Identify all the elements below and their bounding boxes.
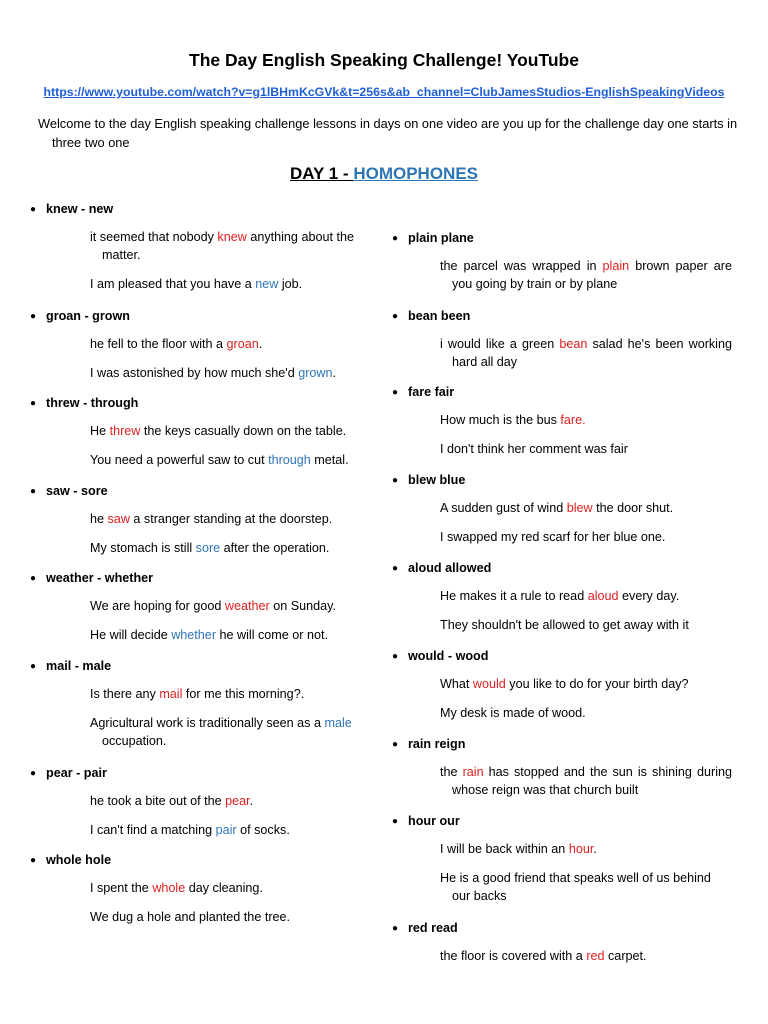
- homophone-pair: [392, 306, 732, 371]
- homophone-pair: [30, 306, 370, 382]
- sentence-text: We dug a hole and planted the tree.: [90, 910, 291, 924]
- example-sentence: [30, 451, 370, 469]
- highlighted-word: knew: [217, 230, 247, 244]
- highlighted-word: threw: [109, 424, 141, 438]
- example-sentence-text: [440, 411, 732, 429]
- homophone-pair: [30, 656, 370, 750]
- homophone-pair-heading: [30, 306, 370, 326]
- example-sentence-text: [90, 597, 370, 615]
- highlighted-word: red: [586, 949, 605, 963]
- sentence-text: .: [249, 794, 254, 808]
- homophone-pair-label: bean been: [408, 309, 471, 323]
- bullet-dot-icon: ●: [392, 816, 399, 827]
- intro-paragraph: Welcome to the day English speaking challenge lessons in days on one video are you up for the challenge day one starts in three two one: [38, 116, 738, 150]
- sentence-text: You need a powerful saw to cut: [90, 453, 269, 467]
- example-sentence-text: [440, 499, 732, 517]
- sentence-text: he will come or not.: [216, 628, 329, 642]
- highlighted-word: grown: [298, 366, 333, 380]
- sentence-text: He: [90, 424, 110, 438]
- highlighted-word: saw: [107, 512, 130, 526]
- sentence-text: I will be back within an: [440, 842, 569, 856]
- example-sentence-text: [90, 908, 370, 926]
- example-sentence: [30, 364, 370, 382]
- homophone-pair-label: plain plane: [408, 231, 474, 245]
- sentence-text: for me this morning?.: [182, 687, 305, 701]
- sentence-text: it seemed that nobody: [90, 230, 218, 244]
- highlighted-word: fare.: [560, 413, 586, 427]
- example-sentence-text: [90, 685, 370, 703]
- sentence-text: i would like a green: [440, 337, 560, 351]
- example-sentence: [30, 714, 370, 750]
- highlighted-word: through: [268, 453, 311, 467]
- highlighted-word: plain: [602, 259, 630, 273]
- highlighted-word: mail: [159, 687, 183, 701]
- example-sentence: [30, 626, 370, 644]
- homophone-pair: [30, 850, 370, 926]
- homophone-pair-heading: [30, 481, 370, 501]
- sentence-text: anything about the matter.: [102, 230, 354, 262]
- example-sentence: [30, 597, 370, 615]
- bullet-dot-icon: ●: [392, 923, 399, 934]
- day-heading: [0, 164, 768, 184]
- sentence-text: every day.: [618, 589, 680, 603]
- sentence-text: you like to do for your birth day?: [505, 677, 689, 691]
- youtube-link[interactable]: https://www.youtube.com/watch?v=g1lBHmKcGVk&t=256s&ab_channel=ClubJamesStudios-EnglishSpeakingVideos: [43, 85, 725, 99]
- example-sentence: [30, 685, 370, 703]
- example-sentence: [30, 879, 370, 897]
- sentence-text: the parcel was wrapped in: [440, 259, 603, 273]
- example-sentence: [392, 840, 732, 858]
- bullet-dot-icon: ●: [392, 739, 399, 750]
- example-sentence: [392, 616, 732, 634]
- homophone-pair-label: would - wood: [408, 649, 489, 663]
- example-sentence: [392, 440, 732, 458]
- example-sentence: [30, 335, 370, 353]
- highlighted-word: sore: [195, 541, 221, 555]
- example-sentence-text: [440, 528, 732, 546]
- bullet-dot-icon: ●: [30, 204, 37, 215]
- homophone-pair: [392, 811, 732, 905]
- example-sentence-text: [440, 335, 732, 371]
- homophone-pair: [30, 481, 370, 557]
- example-sentence-text: [90, 714, 370, 750]
- homophone-pair: [392, 470, 732, 546]
- homophone-pair-label: aloud allowed: [408, 561, 492, 575]
- homophone-pair-label: hour our: [408, 814, 460, 828]
- example-sentence: [392, 763, 732, 799]
- homophone-pair-label: rain reign: [408, 737, 466, 751]
- example-sentence: [392, 869, 732, 905]
- sentence-text: the door shut.: [592, 501, 674, 515]
- example-sentence-text: [90, 335, 370, 353]
- sentence-text: He is a good friend that speaks well of us behind our backs: [440, 871, 711, 903]
- bullet-dot-icon: ●: [392, 563, 399, 574]
- sentence-text: metal.: [310, 453, 349, 467]
- example-sentence-text: [90, 422, 370, 440]
- homophone-pair-label: knew - new: [46, 202, 114, 216]
- homophone-pair-heading: [392, 734, 732, 754]
- homophone-pair: [392, 646, 732, 722]
- homophone-pair: [392, 734, 732, 799]
- bullet-dot-icon: ●: [392, 387, 399, 398]
- highlighted-word: whether: [171, 628, 217, 642]
- page-title: The Day English Speaking Challenge! YouTube: [189, 50, 579, 70]
- sentence-text: I was astonished by how much she'd: [90, 366, 299, 380]
- homophone-pair-heading: [392, 646, 732, 666]
- example-sentence-text: [90, 879, 370, 897]
- bullet-dot-icon: ●: [30, 768, 37, 779]
- sentence-text: the: [440, 765, 463, 779]
- homophone-pair: [392, 558, 732, 634]
- example-sentence: [30, 228, 370, 264]
- sentence-text: carpet.: [604, 949, 647, 963]
- homophone-pair: [30, 763, 370, 839]
- homophone-pair-heading: [392, 382, 732, 402]
- example-sentence-text: [440, 763, 732, 799]
- bullet-dot-icon: ●: [30, 573, 37, 584]
- sentence-text: Is there any: [90, 687, 160, 701]
- homophone-pair-label: saw - sore: [46, 484, 108, 498]
- homophone-pair-heading: [30, 568, 370, 588]
- example-sentence-text: [90, 275, 370, 293]
- example-sentence: [30, 908, 370, 926]
- sentence-text: a stranger standing at the doorstep.: [129, 512, 333, 526]
- sentence-text: salad he's been working hard all day: [452, 337, 732, 369]
- bullet-dot-icon: ●: [30, 311, 37, 322]
- homophone-pair: [392, 382, 732, 458]
- sentence-text: .: [332, 366, 337, 380]
- example-sentence-text: [440, 616, 732, 634]
- day-heading-topic: HOMOPHONES: [353, 164, 478, 183]
- bullet-dot-icon: ●: [30, 398, 37, 409]
- example-sentence: [392, 528, 732, 546]
- bullet-dot-icon: ●: [30, 486, 37, 497]
- sentence-text: he: [90, 512, 108, 526]
- sentence-text: My desk is made of wood.: [440, 706, 586, 720]
- example-sentence-text: [440, 947, 732, 965]
- sentence-text: job.: [278, 277, 303, 291]
- example-sentence-text: [440, 840, 732, 858]
- example-sentence-text: [440, 440, 732, 458]
- highlighted-word: aloud: [587, 589, 619, 603]
- example-sentence: [30, 792, 370, 810]
- sentence-text: has stopped and the sun is shining during whose reign was that church built: [452, 765, 732, 797]
- homophone-pair-heading: [30, 763, 370, 783]
- day-heading-prefix: DAY 1 -: [290, 164, 354, 183]
- sentence-text: My stomach is still: [90, 541, 196, 555]
- homophone-pair-label: mail - male: [46, 659, 112, 673]
- example-sentence-text: [90, 539, 370, 557]
- bullet-dot-icon: ●: [392, 475, 399, 486]
- sentence-text: We are hoping for good: [90, 599, 225, 613]
- homophone-pair-heading: [392, 306, 732, 326]
- highlighted-word: would: [472, 677, 506, 691]
- example-sentence: [30, 275, 370, 293]
- example-sentence: [30, 510, 370, 528]
- homophone-pair-label: fare fair: [408, 385, 455, 399]
- highlighted-word: pair: [215, 823, 237, 837]
- highlighted-word: whole: [152, 881, 186, 895]
- example-sentence: [392, 335, 732, 371]
- highlighted-word: male: [324, 716, 352, 730]
- sentence-text: of socks.: [236, 823, 290, 837]
- sentence-text: .: [593, 842, 597, 856]
- homophone-pair-label: red read: [408, 921, 458, 935]
- bullet-dot-icon: ●: [392, 651, 399, 662]
- sentence-text: I am pleased that you have a: [90, 277, 256, 291]
- sentence-text: on Sunday.: [269, 599, 337, 613]
- example-sentence: [392, 499, 732, 517]
- example-sentence-text: [90, 451, 370, 469]
- sentence-text: the keys casually down on the table.: [140, 424, 347, 438]
- example-sentence-text: [90, 626, 370, 644]
- highlighted-word: pear: [225, 794, 250, 808]
- sentence-text: .: [258, 337, 263, 351]
- homophone-pair-label: whole hole: [46, 853, 112, 867]
- homophone-pair: [30, 568, 370, 644]
- sentence-text: I can't find a matching: [90, 823, 216, 837]
- homophone-pair-heading: [392, 558, 732, 578]
- homophone-pair-heading: [392, 811, 732, 831]
- homophone-pair-heading: [392, 470, 732, 490]
- example-sentence: [392, 704, 732, 722]
- homophone-pair: [30, 393, 370, 469]
- homophone-pair-label: groan - grown: [46, 309, 130, 323]
- highlighted-word: rain: [462, 765, 484, 779]
- sentence-text: They shouldn't be allowed to get away with it: [440, 618, 689, 632]
- bullet-dot-icon: ●: [30, 661, 37, 672]
- homophone-pair-heading: [392, 918, 732, 938]
- homophone-pair-heading: [392, 228, 732, 248]
- sentence-text: A sudden gust of wind: [440, 501, 567, 515]
- sentence-text: he took a bite out of the: [90, 794, 226, 808]
- example-sentence-text: [440, 257, 732, 293]
- homophone-pair-heading: [30, 199, 370, 219]
- homophone-pair-label: threw - through: [46, 396, 139, 410]
- sentence-text: I don't think her comment was fair: [440, 442, 628, 456]
- example-sentence-text: [90, 228, 370, 264]
- example-sentence-text: [90, 510, 370, 528]
- example-sentence: [392, 947, 732, 965]
- homophone-pair-heading: [30, 393, 370, 413]
- sentence-text: What: [440, 677, 473, 691]
- highlighted-word: weather: [224, 599, 270, 613]
- example-sentence-text: [90, 792, 370, 810]
- sentence-text: How much is the bus: [440, 413, 561, 427]
- example-sentence-text: [440, 869, 732, 905]
- homophone-pair-label: pear - pair: [46, 766, 107, 780]
- sentence-text: he fell to the floor with a: [90, 337, 227, 351]
- homophone-pair-label: blew blue: [408, 473, 466, 487]
- highlighted-word: hour: [568, 842, 594, 856]
- highlighted-word: bean: [559, 337, 588, 351]
- example-sentence: [30, 422, 370, 440]
- example-sentence: [30, 821, 370, 839]
- sentence-text: after the operation.: [220, 541, 330, 555]
- sentence-text: brown paper are you going by train or by plane: [452, 259, 733, 291]
- example-sentence-text: [90, 821, 370, 839]
- homophone-pair-heading: [30, 850, 370, 870]
- bullet-dot-icon: ●: [392, 233, 399, 244]
- example-sentence-text: [440, 675, 732, 693]
- example-sentence-text: [440, 587, 732, 605]
- example-sentence-text: [440, 704, 732, 722]
- example-sentence: [30, 539, 370, 557]
- homophone-pair-heading: [30, 656, 370, 676]
- sentence-text: Agricultural work is traditionally seen as a: [90, 716, 325, 730]
- example-sentence: [392, 587, 732, 605]
- sentence-text: the floor is covered with a: [440, 949, 587, 963]
- highlighted-word: new: [255, 277, 279, 291]
- homophone-pair: [392, 918, 732, 965]
- sentence-text: He will decide: [90, 628, 172, 642]
- sentence-text: occupation.: [102, 734, 167, 748]
- homophone-pair-label: weather - whether: [46, 571, 154, 585]
- highlighted-word: groan: [226, 337, 259, 351]
- example-sentence: [392, 257, 732, 293]
- example-sentence: [392, 675, 732, 693]
- example-sentence: [392, 411, 732, 429]
- sentence-text: He makes it a rule to read: [440, 589, 588, 603]
- highlighted-word: blew: [566, 501, 593, 515]
- homophone-pair: [392, 228, 732, 293]
- homophone-pair: [30, 199, 370, 293]
- bullet-dot-icon: ●: [392, 311, 399, 322]
- sentence-text: day cleaning.: [185, 881, 263, 895]
- sentence-text: I swapped my red scarf for her blue one.: [440, 530, 666, 544]
- example-sentence-text: [90, 364, 370, 382]
- bullet-dot-icon: ●: [30, 855, 37, 866]
- sentence-text: I spent the: [90, 881, 153, 895]
